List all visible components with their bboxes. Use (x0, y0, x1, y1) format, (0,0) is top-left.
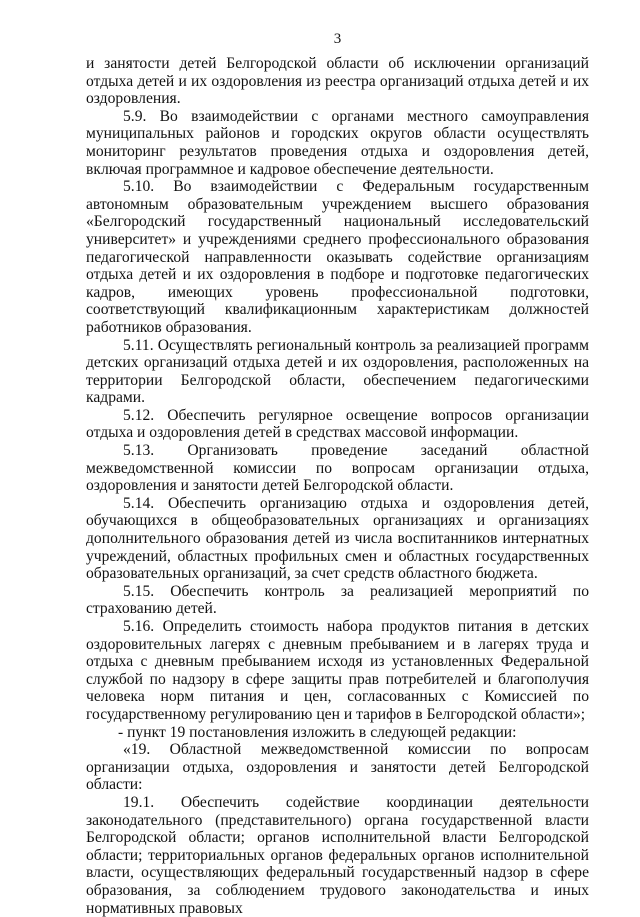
document-body (86, 55, 589, 917)
paragraph-continuation: и занятости детей Белгородской области об исключении организаций отдыха детей и их оздоровления из реестра организаций отдыха детей и их оздоровления. (86, 55, 589, 108)
paragraph-5-12: 5.12. Обеспечить регулярное освещение вопросов организации отдыха и оздоровления детей в средствах массовой информации. (86, 406, 589, 442)
paragraph-5-9: 5.9. Во взаимодействии с органами местного самоуправления муниципальных районов и городских округов области осуществлять мониторинг результатов проведения отдыха и оздоровления детей, включая программное и кадровое обеспечение деятельности. (86, 107, 589, 178)
paragraph-amendment-19: - пункт 19 постановления изложить в следующей редакции: (118, 723, 517, 741)
paragraph-5-14: 5.14. Обеспечить организацию отдыха и оздоровления детей, обучающихся в общеобразовательных организациях и организациях дополнительного образования детей из числа воспитанников интернатных учреждений, областных профильных смен и областных государственных образовательных организаций, за счет средств областного бюджета. (86, 494, 589, 583)
page-number: 3 (333, 31, 342, 47)
paragraph-19: «19. Областной межведомственной комиссии по вопросам организации отдыха, оздоровления и занятости детей Белгородской области: (86, 741, 589, 794)
paragraph-5-15: 5.15. Обеспечить контроль за реализацией мероприятий по страхованию детей. (86, 582, 589, 618)
paragraph-19-1: 19.1. Обеспечить содействие координации деятельности законодательного (представительного) органа государственной власти Белгородской области; органов исполнительной власти Белгородской области; территориальных органов федеральных органов исполнительной власти, осуществляющих федеральный государственный надзор в сфере образования, за соблюдением трудового законодательства и иных нормативных правовых (86, 793, 589, 917)
paragraph-5-10: 5.10. Во взаимодействии с Федеральным государственным автономным образовательным учреждением высшего образования «Белгородский государственный национальный исследовательский университет» и учреждениями среднего профессионального образования педагогической направленности оказывать содействие организациям отдыха детей и их оздоровления в подборе и подготовке педагогических кадров, имеющих уровень профессиональной подготовки, соответствующий квалификационным характеристикам должностей работников образования. (86, 178, 589, 336)
paragraph-5-13: 5.13. Организовать проведение заседаний областной межведомственной комиссии по вопросам организации отдыха, оздоровления и занятости детей Белгородской области. (86, 442, 589, 495)
paragraph-5-16: 5.16. Определить стоимость набора продуктов питания в детских оздоровительных лагерях с дневным пребыванием и в лагерях труда и отдыха с дневным пребыванием исходя из установленных Федеральной службой по надзору в сфере защиты прав потребителей и благополучия человека норм питания и цен, согласованных с Комиссией по государственному регулированию цен и тарифов в Белгородской области»; (86, 618, 589, 723)
paragraph-5-11: 5.11. Осуществлять региональный контроль за реализацией программ детских организаций отдыха детей и их оздоровления, расположенных на территории Белгородской области, обеспечением педагогическими кадрами. (86, 336, 589, 407)
